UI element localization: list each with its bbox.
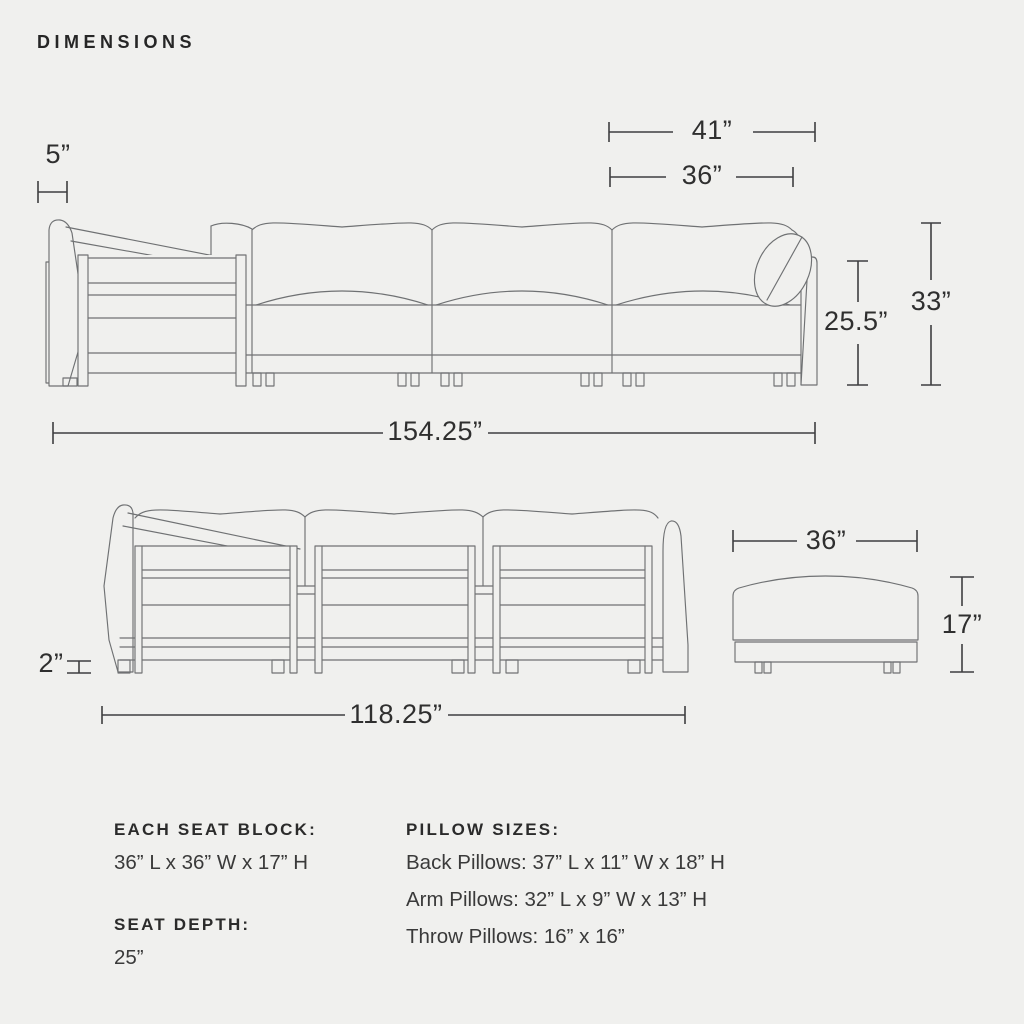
dim-total-height-label: 33”: [910, 286, 952, 316]
pillow-size-throw: Throw Pillows: 16” x 16”: [406, 925, 625, 948]
page-title: DIMENSIONS: [37, 32, 197, 52]
seat-block-value: 36” L x 36” W x 17” H: [114, 851, 309, 874]
dim-leg-height-label: 2”: [38, 648, 64, 678]
ottoman-base: [735, 642, 917, 662]
back-right-arm: [663, 521, 688, 672]
dim-total-length-label: 154.25”: [387, 416, 483, 446]
dim-back-depth-label: 5”: [45, 139, 71, 169]
sofa-back-view-drawing: [104, 505, 688, 673]
dim-ottoman-width-label: 36”: [805, 525, 847, 555]
dim-seat-width-label: 36”: [681, 160, 723, 190]
pillow-size-back: Back Pillows: 37” L x 11” W x 18” H: [406, 851, 725, 874]
front-corner-wedge: [49, 220, 82, 386]
dim-back-length-label: 118.25”: [349, 699, 443, 729]
corner-frame-right-post: [236, 255, 246, 386]
dim-corner-width-label: 41”: [691, 115, 733, 145]
sofa-front-view-drawing: [46, 220, 823, 386]
pillow-size-arm: Arm Pillows: 32” L x 9” W x 13” H: [406, 888, 708, 911]
dim-ottoman-height-label: 17”: [941, 609, 983, 639]
ottoman-cushion: [733, 576, 918, 640]
corner-frame-left-post: [78, 255, 88, 386]
pillow-sizes-heading: PILLOW SIZES:: [406, 820, 561, 839]
seat-depth-heading: SEAT DEPTH:: [114, 915, 251, 934]
seat-block-heading: EACH SEAT BLOCK:: [114, 820, 317, 839]
dim-arm-height-label: 25.5”: [823, 306, 889, 336]
seat-depth-value: 25”: [114, 946, 144, 969]
ottoman-drawing: [733, 576, 918, 673]
